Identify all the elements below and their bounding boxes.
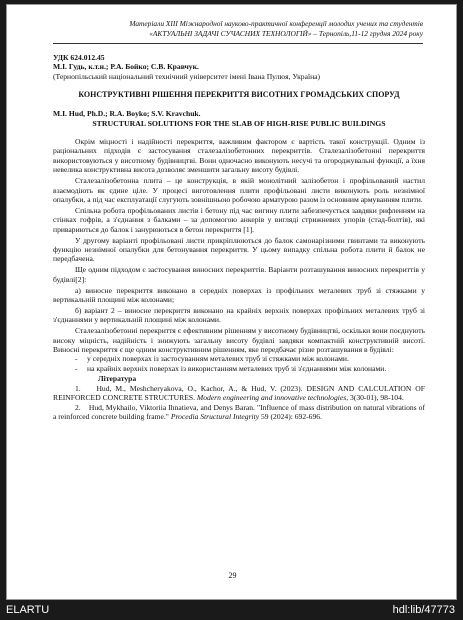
handle-id: hdl:lib/47773 bbox=[392, 604, 455, 616]
reference-tail: 59 (2024): 692-696. bbox=[259, 411, 322, 421]
bullet-item: - у середніх поверхах із застосуванням металевих труб зі стяжками між колонами. bbox=[75, 354, 349, 364]
reference-item bbox=[53, 384, 425, 403]
variant-item: а) виносне перекриття виконано в середніх поверхах із профільних металевих труб зі стяжками у вертикальній площині між колонами; bbox=[53, 285, 425, 305]
repository-label: ELARTU bbox=[6, 604, 50, 616]
udk-code: УДК 624.012.45 bbox=[53, 53, 105, 62]
paragraph: Окрім міцності і надійності перекриття, важливим фактором є вартість такої конструкції. Одним із раціональних підходів є застосування сталезалізобетонних перекриттів. Сталезалізобетонні перекриття використовуються у висотному будівництві. Вони одночасно виконують несучі та огороджувальні функції, а їхня невелика конструктивна висота дозволяє зменшити загальну висоту будівлі. bbox=[53, 137, 425, 175]
reference-journal: Procedia Structural Integrity bbox=[170, 411, 260, 421]
reference-item bbox=[53, 403, 425, 422]
bullet-text: у середніх поверхах із застосуванням металевих труб зі стяжками між колонами. bbox=[87, 354, 349, 364]
literature-heading: Література bbox=[98, 374, 137, 384]
document-page bbox=[6, 4, 457, 600]
affiliation: (Тернопільський національний технічний університет імені Івана Пулюя, Україна) bbox=[53, 71, 321, 81]
reference-number: 1. bbox=[75, 383, 81, 393]
page-number: 29 bbox=[228, 571, 237, 580]
paragraph: Сталезалізобетонні перекриття є ефективним рішенням у висотному будівництві, оскільки вони поєднують високу міцність, надійність і знижують загальну висоту будівлі завдяки компактній конструктивній висоті. Виносні перекриття є ще одним конструктивним рішенням, яке передбачає різне розташування в будівлі: bbox=[53, 326, 425, 355]
article-body bbox=[53, 53, 425, 421]
reference-text: Hud, M., Meshcheryakova, O., Kachor, A., & Hud, V. (2023). DESIGN AND CALCULATION OF REINFORCED CONCRETE STRUCTURES. bbox=[53, 383, 426, 403]
footer-bar bbox=[0, 600, 463, 620]
title-ua: КОНСТРУКТИВНІ РІШЕННЯ ПЕРЕКРИТТЯ ВИСОТНИХ ГРОМАДСЬКИХ СПОРУД bbox=[78, 90, 400, 100]
bullet-item: - на крайніх верхніх поверхах із використанням металевих труб зі з'єднаннями між колонами. bbox=[75, 363, 387, 373]
reference-tail: , 3(30-01), 98-104. bbox=[346, 393, 404, 403]
variant-item: б) варіант 2 – виносне перекриття виконано на крайніх верхніх поверхах профільних металевих труб зі з'єднаннями у вертикальній площині між колонами. bbox=[53, 305, 425, 325]
paragraph: Ще одним підходом є застосування виносних перекриттів. Варіанти розташування виносних перекриттів у будівлі[2]: bbox=[53, 265, 425, 284]
title-en: STRUCTURAL SOLUTIONS FOR THE SLAB OF HIGH-RISE PUBLIC BUILDINGS bbox=[92, 118, 386, 128]
reference-number: 2. bbox=[75, 402, 81, 412]
bullet-text: на крайніх верхніх поверхах із використанням металевих труб зі з'єднаннями між колонами. bbox=[87, 363, 387, 373]
reference-journal: Modern engineering and innovative technologies bbox=[196, 393, 347, 403]
conference-line-2: «АКТУАЛЬНІ ЗАДАЧІ СУЧАСНИХ ТЕХНОЛОГІЙ» – Тернопіль,11-12 грудня 2024 року bbox=[149, 28, 423, 38]
authors-en: M.I. Hud, Ph.D.; R.A. Boyko; S.V. Kravchuk. bbox=[53, 109, 201, 119]
conference-line-1: Матеріали XIII Міжнародної науково-практичної конференції молодих учених та студентів bbox=[129, 19, 423, 28]
authors-ua: М.І. Гудь, к.т.н.; Р.А. Бойко; С.В. Кравчук. bbox=[53, 62, 199, 72]
conference-header bbox=[51, 19, 423, 38]
header-divider bbox=[53, 43, 423, 44]
paragraph: Сталезалізобетонна плита – це конструкція, в якій монолітний залізобетон і профільований настил взаємодіють як єдине ціле. У процесі виготовлення плити профільовані листи виконують роль незнімної опалубки, а під час експлуатації слугують зовнішньою робочою арматурою разом із основним армуванням плити. bbox=[53, 176, 425, 204]
paragraph: Спільна робота профільованих листів і бетону під час вигину плити забезпечується завдяки рифленням на стінках гофрів, а з'єднання з балками – за допомогою анкерів у вигляді стрижневих упорів (стад-болтів), які привариються до балок і занурюються в бетон перекриття [1]. bbox=[53, 205, 425, 234]
paragraph: У другому варіанті профільовані листи прикріплюються до балок самонарізними гвинтами та виконують функцію незнімної опалубки для бетонування перекриття. У цьому випадку спільна робота плити й балок не передбачена. bbox=[53, 235, 425, 264]
reference-text: Hud, Mykhailo, Viktoriia Ihnatieva, and Denys Baran. "Influence of mass distribution on natural vibrations of a reinforced concrete building frame." bbox=[53, 402, 425, 421]
